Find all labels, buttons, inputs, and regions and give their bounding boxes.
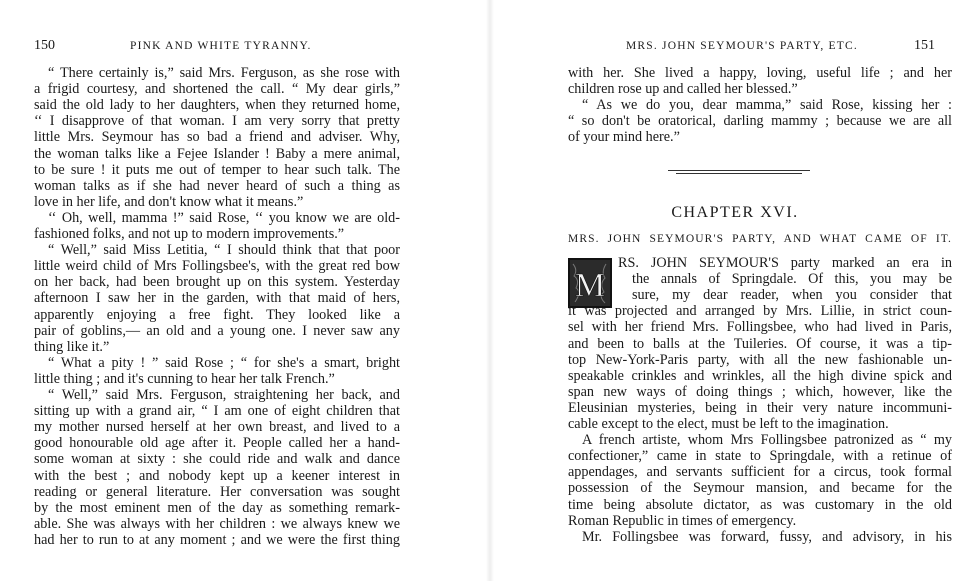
text-line: fashioned folks, and not up to modern improvements.” <box>34 226 345 242</box>
section-divider <box>668 170 810 171</box>
text-line: on her back, had been brought up on this system. Yesterday <box>34 274 400 291</box>
text-line: children rose up and called her blessed.” <box>568 81 798 98</box>
text-line: love in her life, and don't know what it means.” <box>34 193 304 210</box>
text-line: pair of goblins,— an old and a young one. I never saw any <box>34 322 400 339</box>
text-line: confectioner,” came in state to Springdale, with a retinue of <box>568 448 952 465</box>
text-line: able. She was always with her children : we always knew we <box>34 515 400 532</box>
drop-cap-ornament <box>568 258 612 308</box>
text-line: reading or general literature. Her conversation was sought <box>34 483 400 500</box>
page-number: 151 <box>914 38 935 53</box>
text-line: a frigid courtesy, and shortened the call. “ My dear girls,” <box>34 81 400 98</box>
text-line: Eleusinian mysteries, being in their very nature incommuni- <box>568 399 952 416</box>
text-line: ‘‘ Oh, well, mamma !” said Rose, ‘‘ you know we are old- <box>48 209 400 226</box>
text-line: speakable crinkles and wrinkles, all the high divine spick and <box>568 367 952 384</box>
text-line: “ so don't be oratorical, darling mammy ; because we are all <box>568 113 952 130</box>
text-line: top New-York-Paris party, with all the new fashionable un- <box>568 351 952 368</box>
text-line: sure, my dear reader, when you consider that <box>632 287 952 304</box>
page-number: 150 <box>34 38 55 53</box>
text-line: and been to balls at the Tuileries. Of course, it was a tip- <box>568 335 952 352</box>
text-line: of your mind here.” <box>568 129 680 146</box>
text-line: the annals of Springdale. Of this, you may be <box>632 271 952 288</box>
text-line: Mr. Follingsbee was forward, fussy, and advisory, in his <box>582 528 952 545</box>
text-line: thing like it.” <box>34 338 110 355</box>
text-line: “ As we do you, dear mamma,” said Rose, kissing her : <box>582 97 952 114</box>
text-line: little thing ; and it's cunning to hear her talk French.” <box>34 370 335 387</box>
text-line: it was projected and arranged by Mrs. Lillie, in strict coun- <box>568 303 952 320</box>
text-line: woman talks as if she had never heard of such a thing as <box>34 177 400 194</box>
right-page <box>490 0 980 581</box>
text-line: the woman talks like a Fejee Islander ! Baby a mere animal, <box>34 145 400 162</box>
chapter-heading: CHAPTER XVI. <box>671 204 799 221</box>
text-line: afternoon I saw her in the garden, with that maid of hers, <box>34 290 400 307</box>
text-line: good honourable old age after it. People called her a hand- <box>34 435 400 452</box>
text-line: apparently enjoying a free fight. They looked like a <box>34 306 400 323</box>
text-line: “ Well,” said Miss Letitia, “ I should think that that poor <box>48 242 400 259</box>
text-line: with the best ; and nobody kept up a keener interest in <box>34 467 400 484</box>
text-line: ‘‘ I disapprove of that woman. I am very sorry that pretty <box>34 113 400 130</box>
section-divider <box>676 173 802 174</box>
text-line: A french artiste, whom Mrs Follingsbee patronized as “ my <box>582 432 952 449</box>
text-line: “ There certainly is,” said Mrs. Ferguson, as she rose with <box>48 65 400 81</box>
text-line: appendages, and servants sufficient for a circus, took formal <box>568 464 952 481</box>
text-line: said the old lady to her daughters, when they returned home, <box>34 97 400 114</box>
running-head: PINK AND WHITE TYRANNY. <box>130 40 312 52</box>
text-line: “ What a pity ! ” said Rose ; “ for she's a smart, bright <box>48 354 400 371</box>
text-line: little Mrs. Seymour has so bad a friend and adviser. Why, <box>34 129 400 146</box>
text-line: span new ways of doing things ; which, however, like the <box>568 383 952 400</box>
text-line: some woman at sixty : she could ride and walk and dance <box>34 451 400 468</box>
drop-cap-letter: M <box>574 267 606 304</box>
text-line: by the most eminent men of the day as something remark- <box>34 499 400 516</box>
text-line: time being absolute dictator, as was customary in the old <box>568 496 952 513</box>
text-line: sel with her friend Mrs. Follingsbee, who had lived in Paris, <box>568 319 952 336</box>
chapter-subtitle: MRS. JOHN SEYMOUR'S PARTY, AND WHAT CAME OF IT. <box>568 233 952 245</box>
text-line: my mother nursed herself at her own breast, and lived to a <box>34 419 400 436</box>
text-line: Roman Republic in times of emergency. <box>568 512 797 529</box>
text-line: cable except to the elect, must be left to the imagination. <box>568 416 889 432</box>
running-head: MRS. JOHN SEYMOUR'S PARTY, ETC. <box>626 40 858 52</box>
text-line: RS. JOHN SEYMOUR'S party marked an era in <box>618 255 952 271</box>
text-line: possession of the Seymour mansion, and became for the <box>568 480 952 497</box>
text-line: “ Well,” said Mrs. Ferguson, straightening her back, and <box>48 387 400 403</box>
text-line: had her to run to at any moment ; and we were the first thing <box>34 531 400 548</box>
text-line: little weird child of Mrs Follingsbee's, with the great red bow <box>34 258 400 275</box>
text-line: sitting up with a grand air, “ I am one of eight children that <box>34 403 400 420</box>
text-line: to be sure ! it puts me out of temper to hear such talk. The <box>34 161 400 178</box>
text-line: with her. She lived a happy, loving, useful life ; and her <box>568 65 952 81</box>
